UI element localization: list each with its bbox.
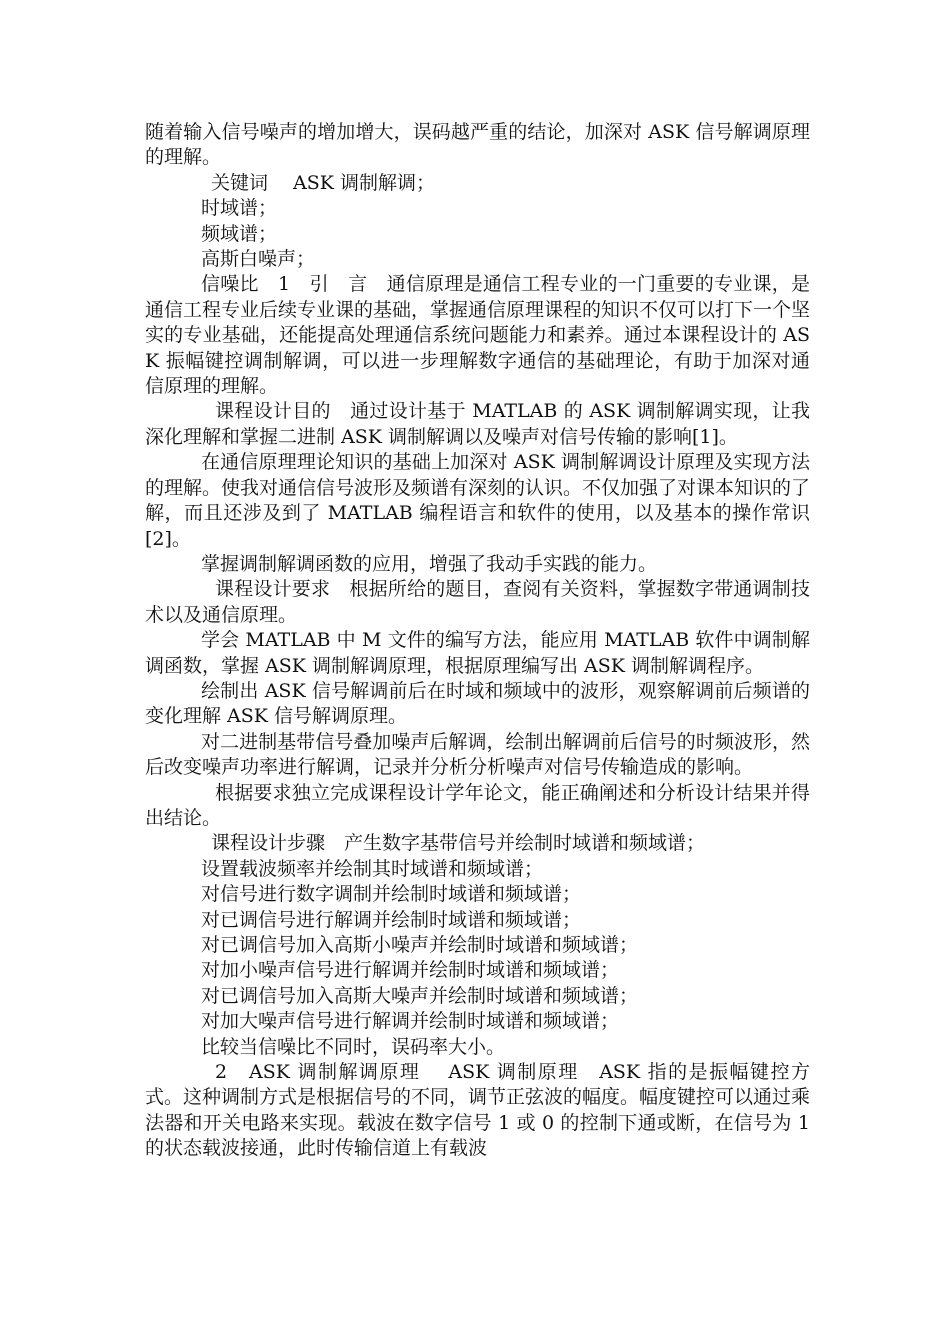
paragraph-step-demod-small-noise: 对加小噪声信号进行解调并绘制时域谱和频域谱； xyxy=(201,959,620,982)
paragraph-keyword-freq-spectrum: 频域谱； xyxy=(201,222,278,245)
document-body xyxy=(145,120,810,1162)
paragraph-design-steps: 课程设计步骤 产生数字基带信号并绘制时域谱和频域谱； xyxy=(211,832,706,855)
paragraph-introduction: 信噪比 1 引 言 通信原理是通信工程专业的一门重要的专业课，是通信工程专业后续专业课的基础，掌握通信原理课程的知识不仅可以打下一个坚实的专业基础，还能提高处理通信系统问题能力和素养。通过本课程设计的 ASK 振幅键控调制解调，可以进一步理解数字通信的基础理论，有助于加深对通信原理的理解。 xyxy=(145,273,811,398)
paragraph-requirement-waveforms: 绘制出 ASK 信号解调前后在时域和频域中的波形，观察解调前后频谱的变化理解 ASK 信号解调原理。 xyxy=(145,679,810,728)
paragraph-requirement-thesis: 根据要求独立完成课程设计学年论文，能正确阐述和分析设计结果并得出结论。 xyxy=(145,781,810,829)
paragraph-abstract-tail: 随着输入信号噪声的增加增大，误码越严重的结论，加深对 ASK 信号解调原理的理解。 xyxy=(145,121,810,169)
paragraph-design-requirements: 课程设计要求 根据所给的题目，查阅有关资料，掌握数字带通调制技术以及通信原理。 xyxy=(145,578,810,626)
paragraph-step-carrier: 设置载波频率并绘制其时域谱和频域谱； xyxy=(201,857,544,880)
paragraph-step-demodulate: 对已调信号进行解调并绘制时域谱和频域谱； xyxy=(201,908,582,931)
paragraph-ask-principle: 2 ASK 调制解调原理 ASK 调制原理 ASK 指的是振幅键控方式。这种调制方式是根据信号的不同，调节正弦波的幅度。幅度键控可以通过乘法器和开关电路来实现。载波在数字信号 1 或 0 的控制下通或断，在信号为 1 的状态载波接通，此时传输信道上有载波 xyxy=(145,1061,811,1160)
paragraph-requirement-noise: 对二进制基带信号叠加噪声后解调，绘制出解调前后信号的时频波形，然后改变噪声功率进行解调，记录并分析分析噪声对信号传输造成的影响。 xyxy=(145,730,810,779)
paragraph-purpose-detail: 在通信原理理论知识的基础上加深对 ASK 调制解调设计原理及实现方法的理解。使我对通信信号波形及频谱有深刻的认识。不仅加强了对课本知识的了解，而且还涉及到了 MATLAB 编程语言和软件的使用，以及基本的操作常识[2]。 xyxy=(145,451,811,550)
paragraph-step-modulate: 对信号进行数字调制并绘制时域谱和频域谱； xyxy=(201,883,582,906)
paragraph-step-compare-snr: 比较当信噪比不同时，误码率大小。 xyxy=(201,1035,506,1058)
paragraph-step-small-noise: 对已调信号加入高斯小噪声并绘制时域谱和频域谱； xyxy=(201,934,639,956)
paragraph-step-demod-large-noise: 对加大噪声信号进行解调并绘制时域谱和频域谱； xyxy=(201,1010,620,1033)
paragraph-purpose-practice: 掌握调制解调函数的应用，增强了我动手实践的能力。 xyxy=(201,552,658,575)
paragraph-keyword-time-spectrum: 时域谱； xyxy=(201,197,278,220)
paragraph-keywords: 关键词 ASK 调制解调； xyxy=(211,171,436,194)
paragraph-keyword-gaussian-noise: 高斯白噪声； xyxy=(201,248,316,271)
paragraph-requirement-matlab: 学会 MATLAB 中 M 文件的编写方法，能应用 MATLAB 软件中调制解调函数，掌握 ASK 调制解调原理，根据原理编写出 ASK 调制解调程序。 xyxy=(145,629,810,677)
paragraph-step-large-noise: 对已调信号加入高斯大噪声并绘制时域谱和频域谱； xyxy=(201,984,639,1007)
paragraph-design-purpose: 课程设计目的 通过设计基于 MATLAB 的 ASK 调制解调实现，让我深化理解和掌握二进制 ASK 调制解调以及噪声对信号传输的影响[1]。 xyxy=(145,400,810,448)
